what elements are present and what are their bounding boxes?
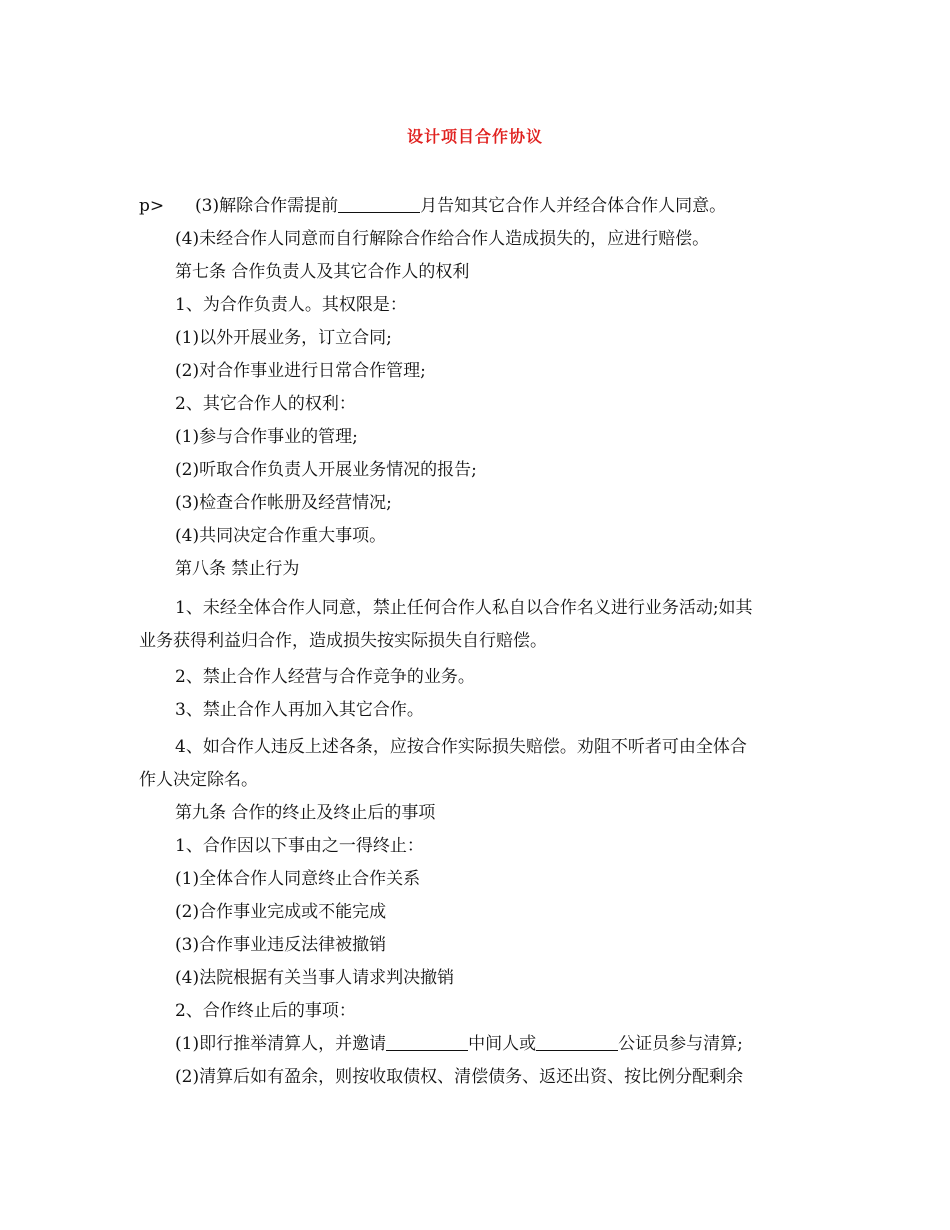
paragraph-line: (2)清算后如有盈余，则按收取债权、清偿债务、返还出资、按比例分配剩余 — [175, 1067, 744, 1087]
paragraph-line: (3)检查合作帐册及经营情况; — [175, 493, 392, 513]
article-heading: 第七条 合作负责人及其它合作人的权利 — [175, 262, 470, 282]
document-title: 设计项目合作协议 — [406, 127, 543, 146]
paragraph-line: 业务获得利益归合作，造成损失按实际损失自行赔偿。 — [139, 631, 547, 651]
paragraph-line: (3)合作事业违反法律被撤销 — [175, 935, 387, 955]
fill-in-blank — [338, 192, 420, 213]
paragraph-line: 1、未经全体合作人同意，禁止任何合作人私自以合作名义进行业务活动;如其 — [175, 598, 753, 618]
paragraph-line: (4)未经合作人同意而自行解除合作给合作人造成损失的，应进行赔偿。 — [175, 229, 710, 249]
paragraph-line: 2、禁止合作人经营与合作竞争的业务。 — [175, 667, 475, 687]
article-heading: 第九条 合作的终止及终止后的事项 — [175, 803, 436, 823]
paragraph-line: (4)共同决定合作重大事项。 — [175, 526, 387, 546]
paragraph-line: 4、如合作人违反上述各条，应按合作实际损失赔偿。劝阻不听者可由全体合 — [175, 737, 747, 757]
paragraph-line: (1)全体合作人同意终止合作关系 — [175, 869, 421, 889]
article-heading: 第八条 禁止行为 — [175, 559, 300, 579]
paragraph-line: (1)以外开展业务，订立合同; — [175, 328, 392, 348]
paragraph-line: (1)即行推举清算人，并邀请 中间人或 公证员参与清算; — [0, 1028, 950, 1061]
paragraph-line: (1)参与合作事业的管理; — [175, 427, 358, 447]
paragraph-line: 2、其它合作人的权利： — [175, 394, 356, 414]
stray-markup-text: p> — [139, 196, 165, 216]
fill-in-blank — [386, 1030, 468, 1051]
paragraph-line: (2)对合作事业进行日常合作管理; — [175, 361, 426, 381]
paragraph-line: 3、禁止合作人再加入其它合作。 — [175, 700, 424, 720]
paragraph-line: (2)听取合作负责人开展业务情况的报告; — [175, 460, 477, 480]
paragraph-line: 1、合作因以下事由之一得终止： — [175, 836, 424, 856]
paragraph-line: 作人决定除名。 — [139, 770, 258, 790]
paragraph-line: (4)法院根据有关当事人请求判决撤销 — [175, 968, 455, 988]
paragraph-line: p> (3)解除合作需提前 月告知其它合作人并经合体合作人同意。 — [0, 190, 950, 223]
paragraph-line: 1、为合作负责人。其权限是： — [175, 295, 407, 315]
paragraph-line: (2)合作事业完成或不能完成 — [175, 902, 387, 922]
fill-in-blank — [536, 1030, 618, 1051]
paragraph-line: 2、合作终止后的事项： — [175, 1001, 356, 1021]
